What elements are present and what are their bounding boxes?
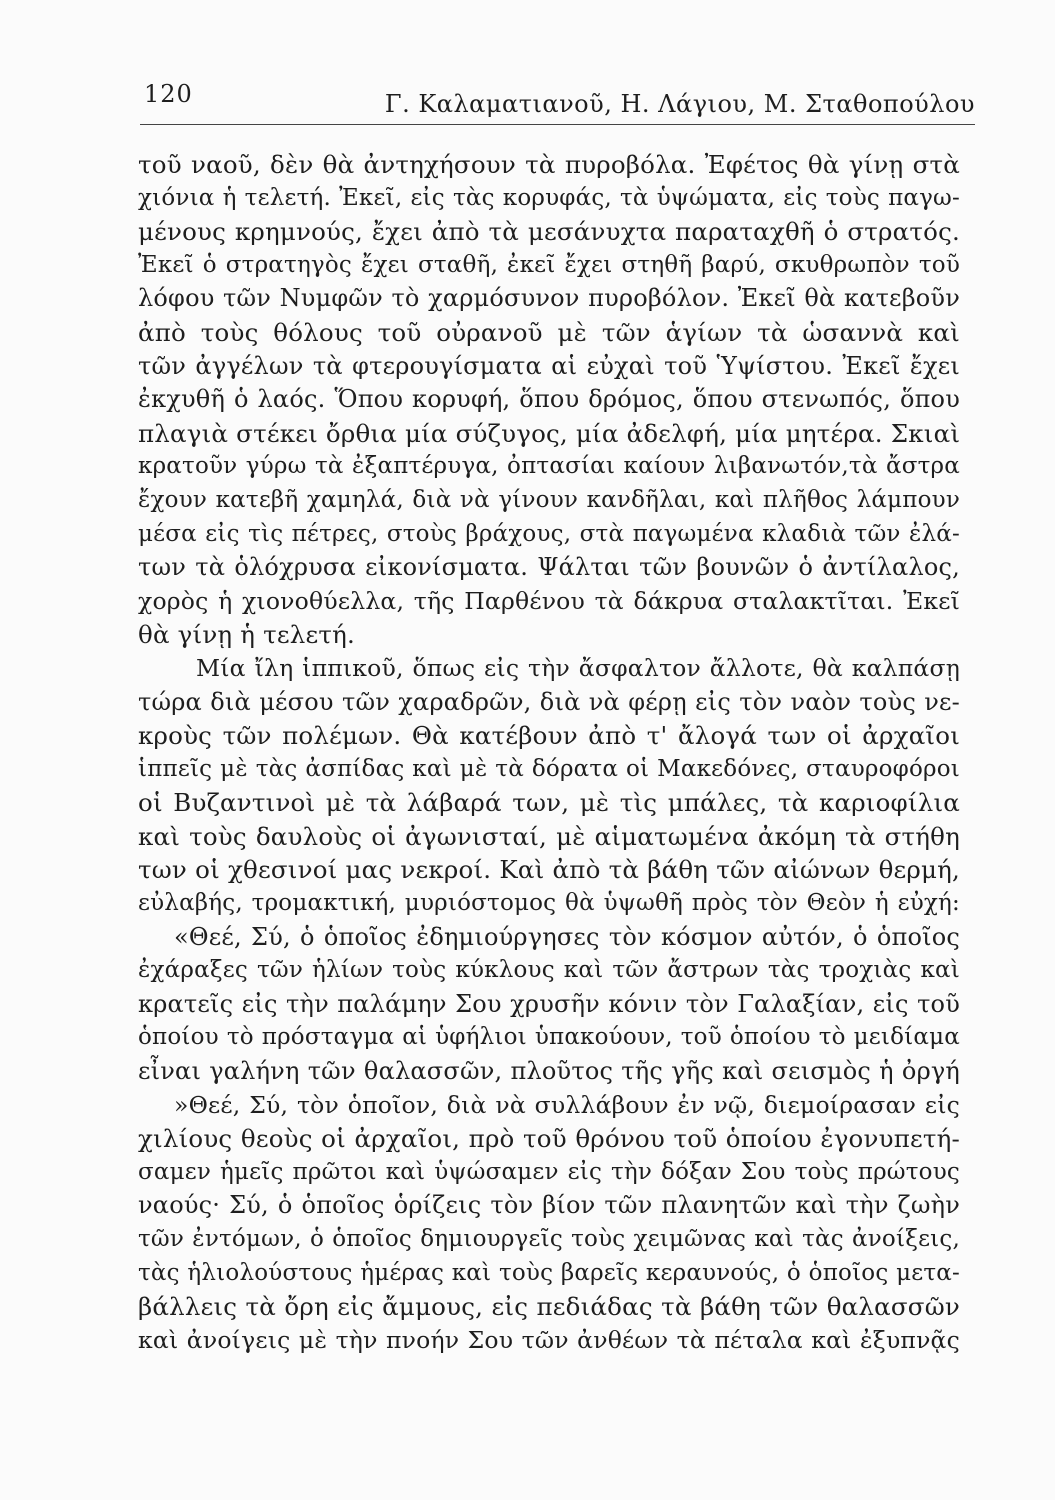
text-line: μέσα εἰς τὶς πέτρες, στοὺς βράχους, στὰ παγωμένα κλαδιὰ τῶν ἐλά- <box>138 520 960 547</box>
text-line: χορὸς ἡ χιονοθύελλα, τῆς Παρθένου τὰ δάκρυα σταλακτῖται. Ἐκεῖ <box>138 586 960 615</box>
paragraph-first-line: »Θεέ, Σύ, τὸν ὁποῖον, διὰ νὰ συλλάβουν ἐν νῷ, διεμοίρασαν εἰς <box>174 1090 960 1119</box>
text-line: των οἱ χθεσινοί μας νεκροί. Καὶ ἀπὸ τὰ βάθη τῶν αἰώνων θερμή, <box>138 855 960 885</box>
text-line: λόφου τῶν Νυμφῶν τὸ χαρμόσυνον πυροβόλον. Ἐκεῖ θὰ κατεβοῦν <box>138 284 960 313</box>
text-line: κρατεῖς εἰς τὴν παλάμην Σου χρυσῆν κόνιν τὸν Γαλαξίαν, εἰς τοῦ <box>138 989 960 1018</box>
page-number: 120 <box>144 80 193 108</box>
body-text <box>138 148 960 1357</box>
text-line: σαμεν ἡμεῖς πρῶτοι καὶ ὑψώσαμεν εἰς τὴν δόξαν Σου τοὺς πρώτους <box>138 1158 960 1185</box>
text-line: τοῦ ναοῦ, δὲν θὰ ἀντηχήσουν τὰ πυροβόλα. Ἐφέτος θὰ γίνῃ στὰ <box>138 150 960 179</box>
text-line: οἱ Βυζαντινοὶ μὲ τὰ λάβαρά των, μὲ τὶς μπάλες, τὰ καριοφίλια <box>138 788 960 818</box>
text-line: εἶναι γαλήνη τῶν θαλασσῶν, πλοῦτος τῆς γῆς καὶ σεισμὸς ἡ ὀργή <box>138 1057 960 1086</box>
text-line: τὰς ἡλιολούστους ἡμέρας καὶ τοὺς βαρεῖς κεραυνούς, ὁ ὁποῖος μετα- <box>138 1259 960 1286</box>
paragraph-first-line: Μία ἴλη ἱππικοῦ, ὅπως εἰς τὴν ἄσφαλτον ἄλλοτε, θὰ καλπάσῃ <box>196 653 960 682</box>
text-line: ἐχάραξες τῶν ἡλίων τοὺς κύκλους καὶ τῶν ἄστρων τὰς τροχιὰς καὶ <box>138 957 960 984</box>
text-line: ἱππεῖς μὲ τὰς ἀσπίδας καὶ μὲ τὰ δόρατα οἱ Μακεδόνες, σταυροφόροι <box>138 755 960 782</box>
text-line: ναούς· Σύ, ὁ ὁποῖος ὁρίζεις τὸν βίον τῶν πλανητῶν καὶ τὴν ζωὴν <box>138 1191 960 1220</box>
text-line: ἐκχυθῆ ὁ λαός. Ὅπου κορυφή, ὅπου δρόμος, ὅπου στενωπός, ὅπου <box>138 385 960 414</box>
text-line: κροὺς τῶν πολέμων. Θὰ κατέβουν ἀπὸ τ' ἄλογά των οἱ ἀρχαῖοι <box>138 721 960 751</box>
text-line: πλαγιὰ στέκει ὄρθια μία σύζυγος, μία ἀδελφή, μία μητέρα. Σκιαὶ <box>138 418 961 448</box>
text-line: τῶν ἀγγέλων τὰ φτερουγίσματα αἱ εὐχαὶ τοῦ Ὑψίστου. Ἐκεῖ ἔχει <box>138 351 960 380</box>
text-line: των τὰ ὁλόχρυσα εἰκονίσματα. Ψάλται τῶν βουνῶν ὁ ἀντίλαλος, <box>138 553 960 582</box>
header-authors: Γ. Καλαματιανοῦ, Η. Λάγιου, Μ. Σταθοπούλου <box>384 90 975 118</box>
text-line: ἀπὸ τοὺς θόλους τοῦ οὐρανοῦ μὲ τῶν ἁγίων τὰ ὡσαννὰ καὶ <box>138 317 960 347</box>
text-line: θὰ γίνῃ ἡ τελετή. <box>138 620 356 650</box>
text-line: τῶν ἐντόμων, ὁ ὁποῖος δημιουργεῖς τοὺς χειμῶνας καὶ τὰς ἀνοίξεις, <box>138 1226 960 1252</box>
paragraph-first-line: «Θεέ, Σύ, ὁ ὁποῖος ἐδημιούργησες τὸν κόσμον αὐτόν, ὁ ὁποῖος <box>174 922 960 951</box>
running-header <box>140 72 975 125</box>
text-line: ἔχουν κατεβῆ χαμηλά, διὰ νὰ γίνουν κανδῆλαι, καὶ πλῆθος λάμπουν <box>138 486 960 513</box>
text-line: καὶ τοὺς δαυλοὺς οἱ ἀγωνισταί, μὲ αἱματωμένα ἀκόμη τὰ στήθη <box>138 821 960 851</box>
text-line: κρατοῦν γύρω τὰ ἐξαπτέρυγα, ὀπτασίαι καίουν λιβανωτόν,τὰ ἄστρα <box>138 453 960 480</box>
text-line: χιλίους θεοὺς οἱ ἀρχαῖοι, πρὸ τοῦ θρόνου τοῦ ὁποίου ἐγονυπετή- <box>138 1124 960 1154</box>
text-line: τώρα διὰ μέσου τῶν χαραδρῶν, διὰ νὰ φέρῃ εἰς τὸν ναὸν τοὺς νε- <box>138 687 960 716</box>
text-line: εὐλαβής, τρομακτική, μυριόστομος θὰ ὑψωθῆ πρὸς τὸν Θεὸν ἡ εὐχή: <box>138 890 960 917</box>
text-line: χιόνια ἡ τελετή. Ἐκεῖ, εἰς τὰς κορυφάς, τὰ ὑψώματα, εἰς τοὺς παγω- <box>138 184 960 211</box>
text-line: ὁποίου τὸ πρόσταγμα αἱ ὑφήλιοι ὑπακούουν, τοῦ ὁποίου τὸ μειδίαμα <box>138 1024 960 1051</box>
text-line: μένους κρημνούς, ἔχει ἀπὸ τὰ μεσάνυχτα παραταχθῆ ὁ στρατός. <box>138 217 960 247</box>
text-line: καὶ ἀνοίγεις μὲ τὴν πνοήν Σου τῶν ἀνθέων τὰ πέταλα καὶ ἐξυπνᾷς <box>138 1325 960 1354</box>
text-line: βάλλεις τὰ ὄρη εἰς ἄμμους, εἰς πεδιάδας τὰ βάθη τῶν θαλασσῶν <box>138 1292 960 1322</box>
text-line: Ἐκεῖ ὁ στρατηγὸς ἔχει σταθῆ, ἐκεῖ ἔχει στηθῆ βαρύ, σκυθρωπὸν τοῦ <box>138 251 960 278</box>
